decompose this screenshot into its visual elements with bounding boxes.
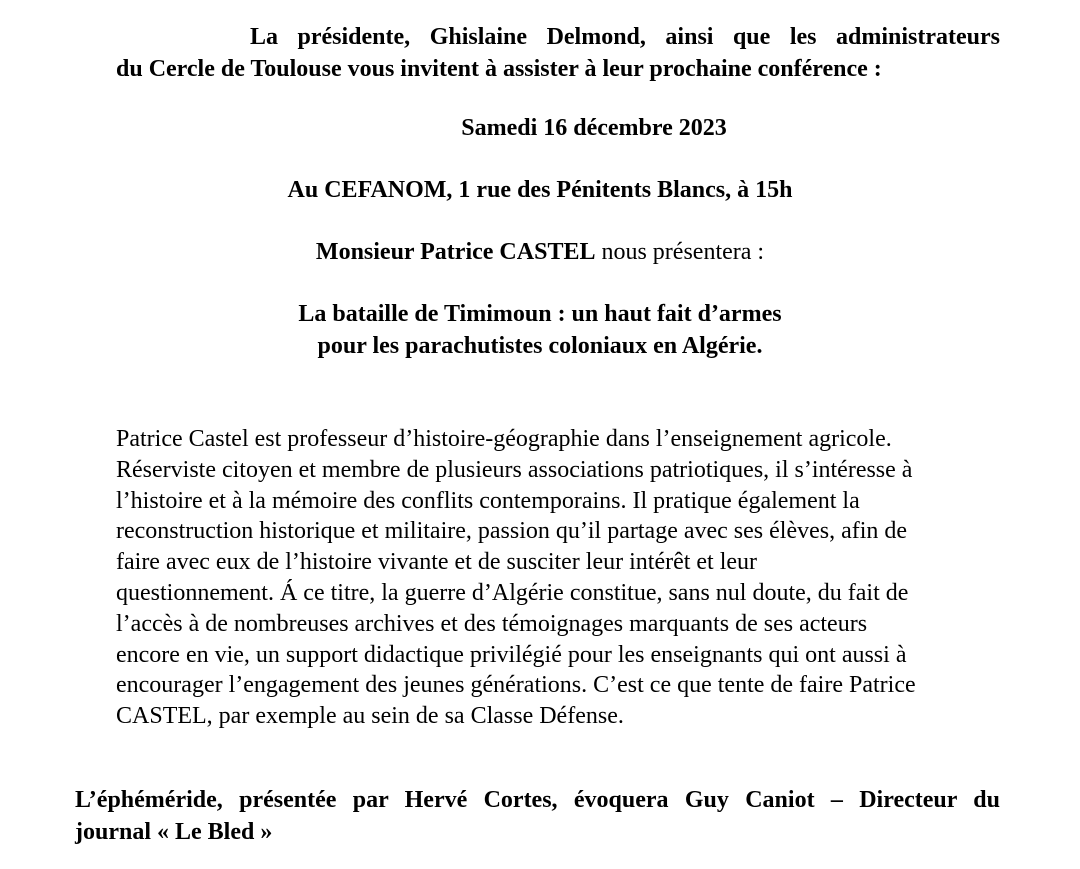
event-venue: Au CEFANOM, 1 rue des Pénitents Blancs, à 15h: [287, 177, 793, 203]
bio-line: Patrice Castel est professeur d’histoire-géographie dans l’enseignement agricole.: [116, 426, 892, 452]
bio-line: reconstruction historique et militaire, passion qu’il partage avec ses élèves, afin de: [116, 518, 908, 545]
bio-line: l’histoire et à la mémoire des conflits contemporains. Il pratique également la: [116, 487, 860, 514]
speaker-name: Monsieur Patrice CASTEL: [315, 239, 596, 265]
bio-line: l’accès à de nombreuses archives et des témoignages marquants de ses acteurs: [116, 610, 868, 637]
invitation-intro: [116, 21, 1000, 85]
ephemeride-note: [75, 784, 1000, 848]
talk-title: [0, 298, 1080, 362]
bio-line: encourager l’engagement des jeunes générations. C’est ce que tente de faire Patrice: [116, 672, 916, 699]
ephemeride-line-2: journal « Le Bled »: [75, 819, 273, 845]
bio-line: CASTEL, par exemple au sein de sa Classe Défense.: [116, 703, 624, 730]
bio-line: Réserviste citoyen et membre de plusieurs associations patriotiques, il s’intéresse à: [116, 456, 913, 483]
intro-line-2: du Cercle de Toulouse vous invitent à assister à leur prochaine conférence :: [116, 56, 882, 82]
speaker-suffix: nous présentera :: [595, 239, 765, 265]
bio-line: faire avec eux de l’histoire vivante et de susciter leur intérêt et leur: [116, 549, 758, 576]
bio-line: encore en vie, un support didactique privilégié pour les enseignants qui ont aussi à: [116, 641, 907, 668]
event-speaker: [0, 236, 1080, 268]
talk-title-line-1: La bataille de Timimoun : un haut fait d’armes: [298, 301, 782, 327]
talk-title-line-2: pour les parachutistes coloniaux en Algérie.: [317, 333, 763, 359]
speaker-bio: [116, 424, 996, 732]
ephemeride-line-1: L’éphéméride, présentée par Hervé Cortes, évoquera Guy Caniot – Directeur du: [75, 787, 1000, 813]
bio-line: questionnement. Á ce titre, la guerre d’Algérie constitue, sans nul doute, du fait de: [116, 579, 909, 606]
event-date: Samedi 16 décembre 2023: [461, 115, 727, 141]
intro-line-1: La présidente, Ghislaine Delmond, ainsi que les administrateurs: [250, 24, 1000, 50]
